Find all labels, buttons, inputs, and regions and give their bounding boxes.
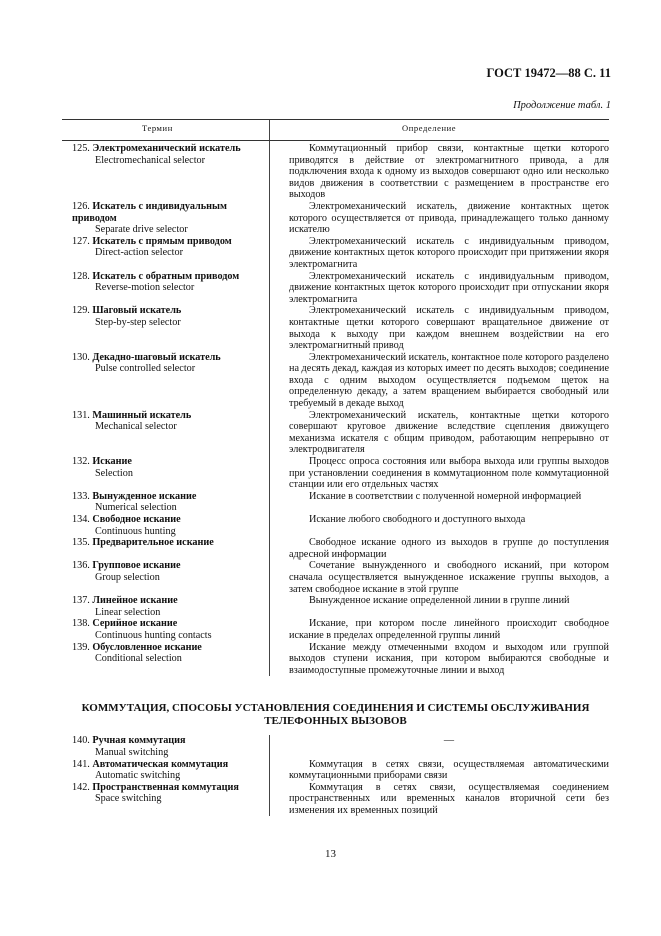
term-english: Electromechanical selector bbox=[95, 154, 206, 166]
term-number: 130. bbox=[72, 351, 90, 363]
definition-text: Процесс опроса состояния или выбора выхода или группы выходов при установлении соединения в коммутационном поле коммутационной станции или его отдельных частях bbox=[289, 456, 609, 491]
table-row bbox=[62, 305, 609, 351]
term-cell bbox=[62, 143, 269, 201]
definition-cell bbox=[269, 271, 609, 306]
term-cell bbox=[62, 642, 269, 677]
term-number: 135. bbox=[72, 537, 90, 549]
term-cell bbox=[62, 595, 269, 618]
definition-text: Сочетание вынужденного и свободного исканий, при котором сначала осуществляется вынужденное искажение группы выходов, а затем свободное искание в этой группе bbox=[289, 560, 609, 595]
term-english: Linear selection bbox=[95, 606, 161, 618]
term-english: Continuous hunting contacts bbox=[95, 629, 212, 641]
table-body-b bbox=[62, 735, 609, 816]
column-divider bbox=[269, 141, 270, 676]
term-russian: Свободное искание bbox=[92, 514, 181, 525]
definition-cell bbox=[269, 618, 609, 641]
term-russian: Декадно-шаговый искатель bbox=[92, 351, 221, 363]
term-russian: Искание bbox=[92, 456, 132, 468]
term-english: Automatic switching bbox=[95, 770, 181, 782]
term-number: 127. bbox=[72, 235, 90, 247]
table-row bbox=[62, 201, 609, 236]
definition-cell bbox=[269, 537, 609, 560]
term-number: 137. bbox=[72, 595, 90, 607]
term-russian: Искатель с индивидуальным приводом bbox=[72, 200, 227, 224]
table-row bbox=[62, 782, 609, 817]
table-row bbox=[62, 642, 609, 677]
table-row bbox=[62, 456, 609, 491]
term-english: Space switching bbox=[95, 793, 162, 805]
term-english: Selection bbox=[95, 467, 133, 479]
term-russian: Ручная коммутация bbox=[92, 735, 186, 747]
definition-cell bbox=[269, 782, 609, 817]
terms-table bbox=[62, 119, 609, 816]
term-cell bbox=[62, 305, 269, 351]
definition-text: Искание, при котором после линейного происходит свободное искание в пределах определенной группы линий bbox=[289, 618, 609, 641]
term-russian: Электромеханический искатель bbox=[92, 143, 241, 154]
term-russian: Искатель с обратным приводом bbox=[92, 270, 240, 282]
definition-text: Электромеханический искатель, движение контактных щеток которого осуществляется от привода, принадлежащего только данному искателю bbox=[289, 200, 609, 236]
term-number: 128. bbox=[72, 270, 90, 282]
term-number: 138. bbox=[72, 618, 90, 630]
definition-text: Электромеханический искатель, контактные щетки которого совершают круговое движение вследствие сцепления движущего механизма искателя с общим приводом, работающим непрерывно от электродвигателя bbox=[289, 409, 609, 456]
definition-text: Вынужденное искание определенной линии в группе линий bbox=[309, 595, 570, 607]
table-header bbox=[62, 119, 609, 141]
term-english: Direct-action selector bbox=[95, 247, 183, 259]
definition-cell bbox=[269, 735, 609, 758]
section-title: КОММУТАЦИЯ, СПОСОБЫ УСТАНОВЛЕНИЯ СОЕДИНЕНИЯ И СИСТЕМЫ ОБСЛУЖИВАНИЯ ТЕЛЕФОННЫХ ВЫЗОВОВ bbox=[81, 702, 590, 727]
term-cell bbox=[62, 456, 269, 491]
term-cell bbox=[62, 491, 269, 514]
definition-cell bbox=[269, 143, 609, 201]
definition-cell bbox=[269, 305, 609, 351]
table-row bbox=[62, 759, 609, 782]
term-cell bbox=[62, 560, 269, 595]
term-number: 126. bbox=[72, 200, 90, 212]
term-number: 131. bbox=[72, 409, 90, 421]
definition-cell bbox=[269, 352, 609, 410]
definition-text: Свободное искание одного из выходов в группе до поступления адресной информации bbox=[289, 537, 609, 560]
term-cell bbox=[62, 514, 269, 537]
definition-cell bbox=[269, 201, 609, 236]
term-russian: Автоматическая коммутация bbox=[92, 758, 229, 770]
term-russian: Обусловленное искание bbox=[92, 641, 202, 653]
term-russian: Искатель с прямым приводом bbox=[92, 235, 232, 247]
term-russian: Серийное искание bbox=[92, 618, 178, 630]
term-english: Mechanical selector bbox=[95, 421, 177, 433]
definition-cell bbox=[269, 491, 609, 514]
table-row bbox=[62, 143, 609, 201]
definition-text: Электромеханический искатель, контактное поле которого разделено на десять декад, каждая из которых имеет по десять выходов; соединение входа с одним выходом осуществляется подъемом щеток на определенную декаду, а затем вращением выбирается свободный или требуемый в декаде выход bbox=[289, 351, 609, 410]
term-cell bbox=[62, 271, 269, 306]
page-number: 13 bbox=[325, 848, 336, 860]
term-english: Conditional selection bbox=[95, 653, 182, 665]
definition-text: Коммутация в сетях связи, осуществляемая соединением пространственных или временных каналов вторичной сети без изменения их временных позиций bbox=[289, 781, 609, 816]
table-row bbox=[62, 595, 609, 618]
document-reference: ГОСТ 19472—88 С. 11 bbox=[486, 66, 611, 80]
definition-cell bbox=[269, 514, 609, 537]
term-cell bbox=[62, 759, 269, 782]
term-cell bbox=[62, 410, 269, 456]
definition-cell bbox=[269, 560, 609, 595]
term-number: 139. bbox=[72, 641, 90, 653]
column-divider bbox=[269, 120, 270, 140]
term-cell bbox=[62, 618, 269, 641]
term-russian: Предварительное искание bbox=[92, 537, 214, 549]
term-russian: Вынужденное искание bbox=[92, 490, 197, 502]
term-english: Step-by-step selector bbox=[95, 316, 181, 328]
column-header-term: Термин bbox=[142, 123, 173, 133]
definition-cell bbox=[269, 456, 609, 491]
table-row bbox=[62, 735, 609, 758]
term-english: Separate drive selector bbox=[95, 224, 188, 236]
definition-text: Электромеханический искатель с индивидуальным приводом, движение контактных щеток которого происходит при притяжении якоря электромагнита bbox=[289, 235, 609, 270]
table-row bbox=[62, 271, 609, 306]
definition-cell bbox=[269, 759, 609, 782]
table-row bbox=[62, 410, 609, 456]
term-cell bbox=[62, 537, 269, 560]
term-number: 140. bbox=[72, 735, 90, 747]
term-english: Group selection bbox=[95, 571, 160, 583]
term-number: 132. bbox=[72, 456, 90, 468]
term-cell bbox=[62, 236, 269, 271]
column-header-definition: Определение bbox=[402, 123, 457, 133]
term-cell bbox=[62, 735, 269, 758]
table-continuation-note: Продолжение табл. 1 bbox=[513, 100, 611, 111]
definition-text: Коммутация в сетях связи, осуществляемая автоматическими коммутационными приборами связи bbox=[289, 758, 609, 782]
table-row bbox=[62, 618, 609, 641]
table-row bbox=[62, 537, 609, 560]
definition-text: — bbox=[443, 735, 455, 747]
term-number: 141. bbox=[72, 758, 90, 770]
term-cell bbox=[62, 782, 269, 817]
definition-text: Искание в соответствии с полученной номерной информацией bbox=[309, 490, 582, 502]
term-number: 129. bbox=[72, 305, 90, 317]
table-row bbox=[62, 514, 609, 537]
term-english: Reverse-motion selector bbox=[95, 282, 195, 294]
term-number: 142. bbox=[72, 781, 90, 793]
definition-cell bbox=[269, 642, 609, 677]
table-row bbox=[62, 491, 609, 514]
term-cell bbox=[62, 201, 269, 236]
term-number: 134. bbox=[72, 514, 90, 525]
table-row bbox=[62, 560, 609, 595]
term-number: 125. bbox=[72, 143, 90, 154]
term-english: Numerical selection bbox=[95, 502, 177, 514]
table-row bbox=[62, 236, 609, 271]
term-number: 133. bbox=[72, 490, 90, 502]
term-russian: Групповое искание bbox=[92, 560, 181, 572]
definition-cell bbox=[269, 236, 609, 271]
term-number: 136. bbox=[72, 560, 90, 572]
term-russian: Машинный искатель bbox=[92, 409, 192, 421]
column-divider bbox=[269, 735, 270, 816]
table-body-a bbox=[62, 141, 609, 676]
definition-text: Электромеханический искатель с индивидуальным приводом, контактные щетки которого совершают вращательное движение от выхода к выходу при каждом внешнем воздействии на его электромагнитный привод bbox=[289, 305, 609, 352]
term-english: Continuous hunting bbox=[95, 525, 176, 537]
term-english: Pulse controlled selector bbox=[95, 363, 196, 375]
definition-text: Коммутационный прибор связи, контактные щетки которого приводятся в действие от электромагнитного привода, а для подключения входа к одному из выходов совершают одно или несколько видов движения в соответствии с размещением в пространстве его выходов bbox=[289, 143, 609, 201]
definition-text: Искание между отмеченными входом и выходом или группой выходов ступени искания, при котором выбираются свободные и взаимодоступные промежуточные линии и выход bbox=[289, 641, 609, 676]
term-english: Manual switching bbox=[95, 746, 169, 758]
definition-cell bbox=[269, 595, 609, 618]
table-row bbox=[62, 352, 609, 410]
definition-text: Электромеханический искатель с индивидуальным приводом, движение контактных щеток которого происходит при отпускании якоря электромагнита bbox=[289, 270, 609, 305]
definition-text: Искание любого свободного и доступного выхода bbox=[309, 514, 526, 525]
definition-cell bbox=[269, 410, 609, 456]
term-russian: Пространственная коммутация bbox=[92, 781, 239, 793]
term-russian: Шаговый искатель bbox=[92, 305, 182, 317]
term-russian: Линейное искание bbox=[92, 595, 178, 607]
term-cell bbox=[62, 352, 269, 410]
